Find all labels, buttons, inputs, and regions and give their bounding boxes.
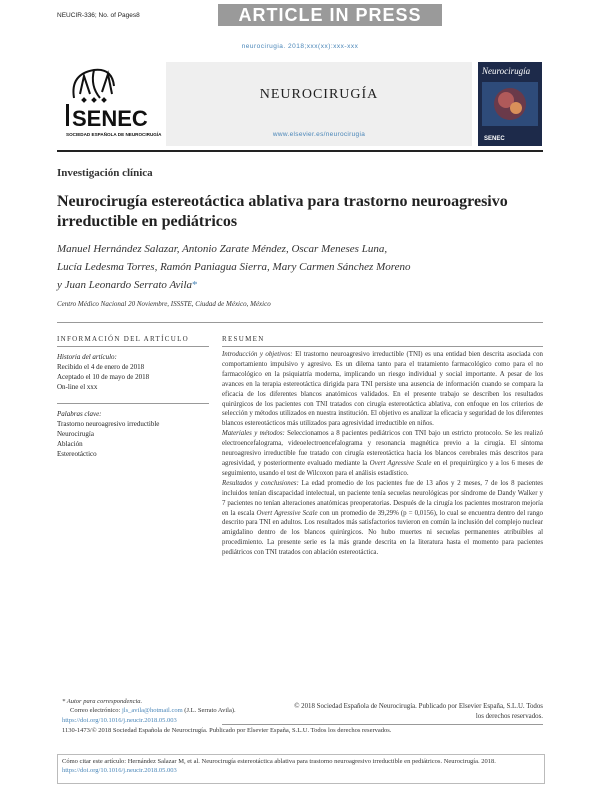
keyword: Ablación — [57, 440, 83, 448]
author-list — [57, 240, 537, 294]
info-divider — [57, 346, 209, 347]
abstract-heading: RESUMEN — [222, 335, 265, 343]
citation-doi-link[interactable]: https://doi.org/10.1016/j.neucir.2018.05.003 — [62, 767, 177, 774]
keyword: Trastorno neuroagresivo irreductible — [57, 420, 160, 428]
senec-logo — [60, 64, 162, 140]
keywords-label: Palabras clave: — [57, 410, 102, 418]
abstract-divider — [222, 346, 543, 347]
history-accepted: Aceptado el 10 de mayo de 2018 — [57, 373, 150, 381]
abstract-intro: Introducción y objetivos: El trastorno neuroagresivo irreductible (TNI) es una entidad bien descrita asociada con comportamiento impulsivo y agresivo. Es un dilema tanto para el tratamiento farmacológico como para el no farmacológico en la psiquiatría moderna, implicando un riesgo individual y social importante. A pesar de los avances en la terapia estereotáctica dirigida para TNI persiste una ausencia de información cuando se compara la eficacia de los diferentes blancos anatómicos validados. En el presente trabajo se describen los resultados quirúrgicos de los pacientes con TNI tratados con cirugía estereotáctica ablativa, con enfoque en los criterios de selección y métodos utilizados en nuestra institución. El objetivo es analizar la eficacia y seguridad de los diferentes blancos estereotácticos más utilizados para agresividad irreductible en niños. — [222, 351, 544, 428]
email-footnote: Correo electrónico: jls_avila@hotmail.com (J.L. Serrato Avila). — [70, 707, 236, 714]
history-divider — [57, 403, 209, 404]
keyword: Estereotáctico — [57, 450, 97, 458]
journal-citation-line: neurocirugia. 2018;xxx(xx):xxx-xxx — [241, 43, 359, 50]
article-info-heading: INFORMACIÓN DEL ARTÍCULO — [57, 335, 190, 343]
cover-title: Neurocirugía — [482, 66, 531, 76]
abstract-methods: Materiales y métodos: Seleccionamos a 8 pacientes pediátricos con TNI bajo un estricto protocolo. Se les realizó electroencefalograma, videoelectroencefalograma y resonancia magnética previo a la cirugía. El síntoma neuroagresivo irreductible fue tratado con cirugía estereotáctica hacia los blancos cerebrales más descritos para agresividad, y posteriormente evaluado mediante la Overt Agressive Scale en el prequirúrgico y a los 6 meses de seguimiento, usando el test de Wilcoxon para el análisis estadístico. — [222, 430, 543, 477]
authors-line-1: Manuel Hernández Salazar, Antonio Zarate Méndez, Oscar Meneses Luna, — [57, 243, 388, 255]
email-link[interactable]: jls_avila@hotmail.com — [121, 707, 183, 714]
corresponding-footnote: * Autor para correspondencia. — [62, 698, 143, 705]
article-reference: NEUCIR-336; No. of Pages8 — [57, 12, 140, 19]
cover-logo: SENEC — [484, 136, 505, 142]
authors-line-3: y Juan Leonardo Serrato Avila — [57, 279, 193, 291]
article-title: Neurocirugía estereotáctica ablativa para trastorno neuroagresivo irreductible en pediátricos — [57, 193, 508, 230]
authors-line-2: Lucía Ledesma Torres, Ramón Paniagua Sierra, Mary Carmen Sánchez Moreno — [57, 261, 411, 273]
journal-url[interactable]: www.elsevier.es/neurocirugia — [272, 131, 366, 138]
abstract-results: Resultados y conclusiones: La edad promedio de los pacientes fue de 13 años y 2 meses, 7 de los 8 pacientes incluidos tenían discapacidad intelectual, un paciente tenía secuelas neurológicas por síndrome de Dandy Walker y 7 pacientes no tenían alteraciones anatómicas preoperatorias. Después de la cirugía los pacientes mostraron mejoría en la escala Overt Agressive Scale con un promedio de 39,29% (p = 0,0156), lo cual se encuentra dentro del rango descrito para TNI en adultos. Los resultados más satisfactorios tuvieron en común la inclusión del complejo nuclear amigdalino dentro de los blancos quirúrgicos. No hubo muertes ni secuelas permanentes atribuibles al procedimiento. La presente serie es la más grande descrita en la literatura hasta el momento para pacientes pediátricos con TNI tratados con ablación estereotáctica. — [222, 479, 543, 557]
keyword: Neurocirugía — [57, 430, 94, 438]
issn-copyright: 1130-1473/© 2018 Sociedad Española de Neurocirugía. Publicado por Elsevier España, S.L.U. Todos los derechos reservados. — [62, 727, 392, 734]
logo-text: SENEC — [72, 106, 148, 131]
citation-text: Cómo citar este artículo: Hernández Salazar M, et al. Neurocirugía estereotáctica ablativa para trastorno neuroagresivo irreductible en pediátricos. Neurocirugía. 2018. https://doi.org/10.1016/j.neucir.2018.05.003 — [62, 758, 496, 774]
corresponding-author-marker[interactable]: * — [192, 279, 198, 291]
history-online: On-line el xxx — [57, 383, 98, 391]
journal-title: NEUROCIRUGÍA — [259, 87, 379, 102]
article-in-press-banner: ARTICLE IN PRESS — [218, 4, 442, 26]
history-label: Historia del artículo: — [57, 353, 117, 361]
header-divider — [57, 150, 543, 152]
affiliation-divider — [57, 322, 543, 323]
abstract-copyright: © 2018 Sociedad Española de Neurocirugía. Publicado por Elsevier España, S.L.U. Todos los derechos reservados. — [294, 703, 543, 720]
affiliation: Centro Médico Nacional 20 Noviembre, ISSSTE, Ciudad de México, México — [57, 300, 271, 308]
doi-link[interactable]: https://doi.org/10.1016/j.neucir.2018.05.003 — [62, 717, 177, 724]
logo-subtext: SOCIEDAD ESPAÑOLA DE NEUROCIRUGÍA — [66, 132, 162, 137]
article-section: Investigación clínica — [57, 167, 153, 179]
abstract-bottom-divider — [222, 724, 543, 725]
history-received: Recibido el 4 de enero de 2018 — [57, 363, 145, 371]
abstract-body — [222, 350, 543, 558]
